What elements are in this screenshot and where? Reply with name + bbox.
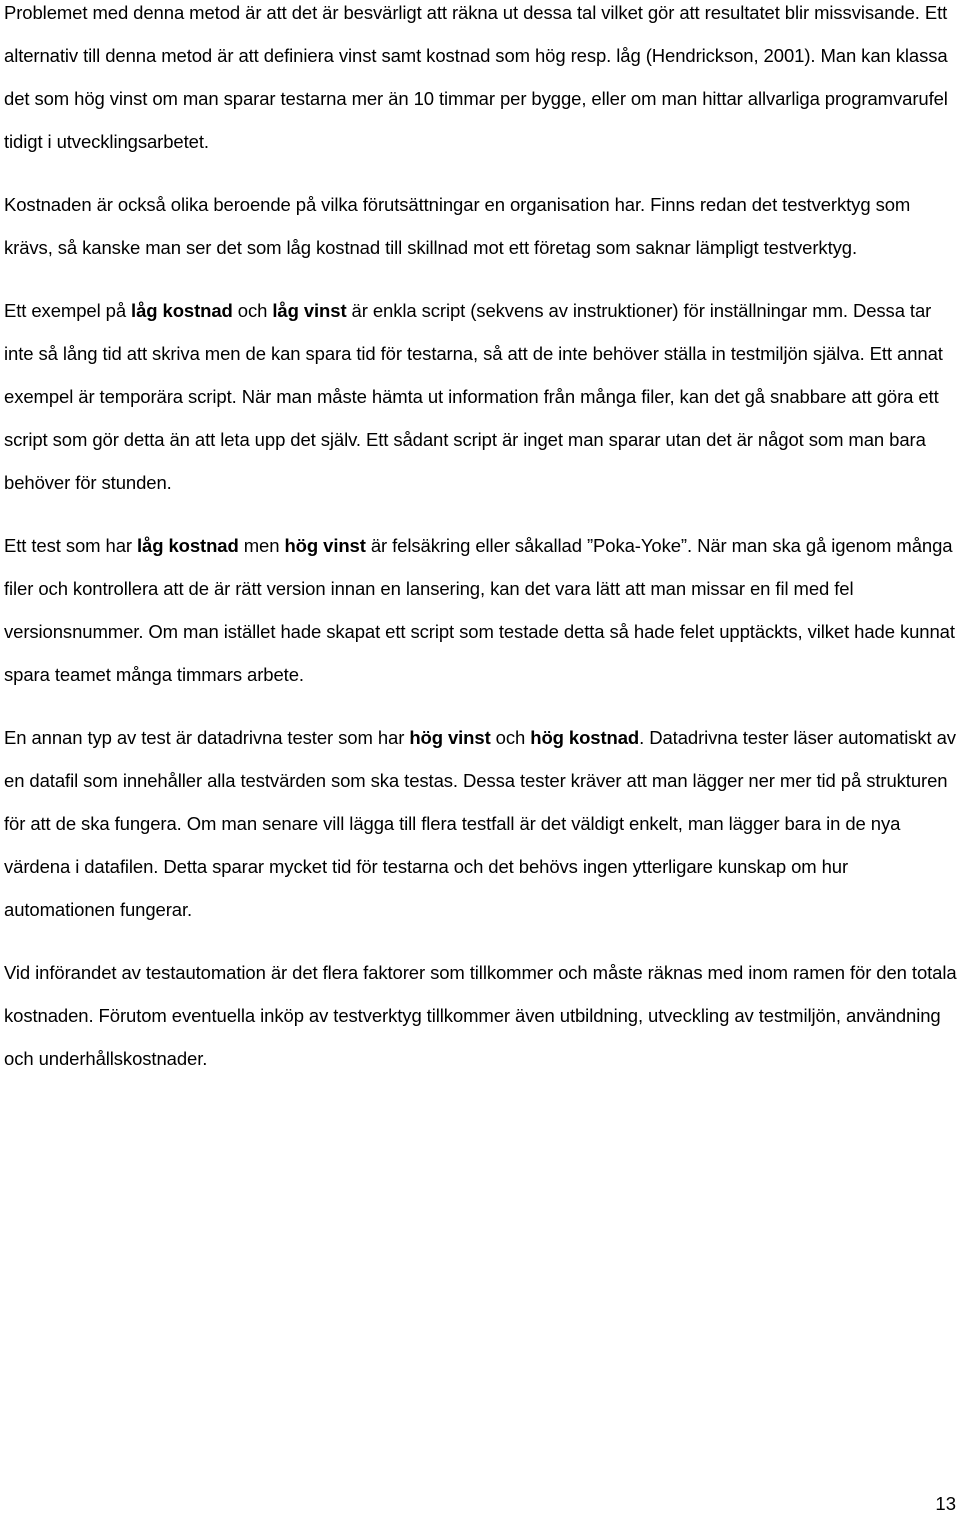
- bold-term: låg vinst: [272, 300, 347, 321]
- document-page: [4, 0, 958, 1080]
- paragraph-text: En annan typ av test är datadrivna tester som har: [4, 727, 410, 748]
- paragraph-text: är enkla script (sekvens av instruktioner) för inställningar mm. Dessa tar inte så lång tid att skriva men de kan spara tid för testarna, så att de inte behöver ställa in testmiljön själva. Ett annat exempel är temporära script. När man måste hämta ut information från många filer, kan det gå snabbare att göra ett script som gör detta än att leta upp det själv. Ett sådant script är inget man sparar utan det är något som man bara behöver för stunden.: [4, 300, 943, 493]
- paragraph-text: Problemet med denna metod är att det är besvärligt att räkna ut dessa tal vilket gör att resultatet blir missvisande. Ett alternativ till denna metod är att definiera vinst samt kostnad som hög resp. låg (Hendrickson, 2001). Man kan klassa det som hög vinst om man sparar testarna mer än 10 timmar per bygge, eller om man hittar allvarliga programvarufel tidigt i utvecklingsarbetet.: [4, 2, 948, 152]
- paragraph-text: Vid införandet av testautomation är det flera faktorer som tillkommer och måste räknas med inom ramen för den totala kostnaden. Förutom eventuella inköp av testverktyg tillkommer även utbildning, utveckling av testmiljön, användning och underhållskostnader.: [4, 962, 957, 1069]
- paragraph-text: Kostnaden är också olika beroende på vilka förutsättningar en organisation har. Finns redan det testverktyg som krävs, så kanske man ser det som låg kostnad till skillnad mot ett företag som saknar lämpligt testverktyg.: [4, 194, 911, 258]
- paragraph-text: Ett exempel på: [4, 300, 132, 321]
- paragraph-text: och: [490, 727, 531, 748]
- paragraph-text: Ett test som har: [4, 535, 137, 556]
- bold-term: hög vinst: [409, 727, 491, 748]
- bold-term: låg kostnad: [131, 300, 233, 321]
- paragraph-5: [4, 716, 958, 931]
- bold-term: hög kostnad: [530, 727, 640, 748]
- paragraph-6: [4, 951, 958, 1080]
- page-number: 13: [935, 1493, 956, 1514]
- bold-term: låg kostnad: [137, 535, 239, 556]
- paragraph-text: och: [232, 300, 273, 321]
- paragraph-2: [4, 183, 958, 269]
- paragraph-4: [4, 524, 958, 696]
- paragraph-3: [4, 289, 958, 504]
- paragraph-text: men: [238, 535, 285, 556]
- paragraph-text: . Datadrivna tester läser automatiskt av en datafil som innehåller alla testvärden som ska testas. Dessa tester kräver att man lägger ner mer tid på strukturen för att de ska fungera. Om man senare vill lägga till flera testfall är det väldigt enkelt, man lägger bara in de nya värdena i datafilen. Detta sparar mycket tid för testarna och det behövs ingen ytterligare kunskap om hur automationen fungerar.: [4, 727, 956, 920]
- paragraph-text: är felsäkring eller såkallad ”Poka-Yoke”. När man ska gå igenom många filer och kontrollera att de är rätt version innan en lansering, kan det vara lätt att man missar en fil med fel versionsnummer. Om man istället hade skapat ett script som testade detta så hade felet upptäckts, vilket hade kunnat spara teamet många timmars arbete.: [4, 535, 955, 685]
- bold-term: hög vinst: [284, 535, 366, 556]
- paragraph-1: [4, 0, 958, 163]
